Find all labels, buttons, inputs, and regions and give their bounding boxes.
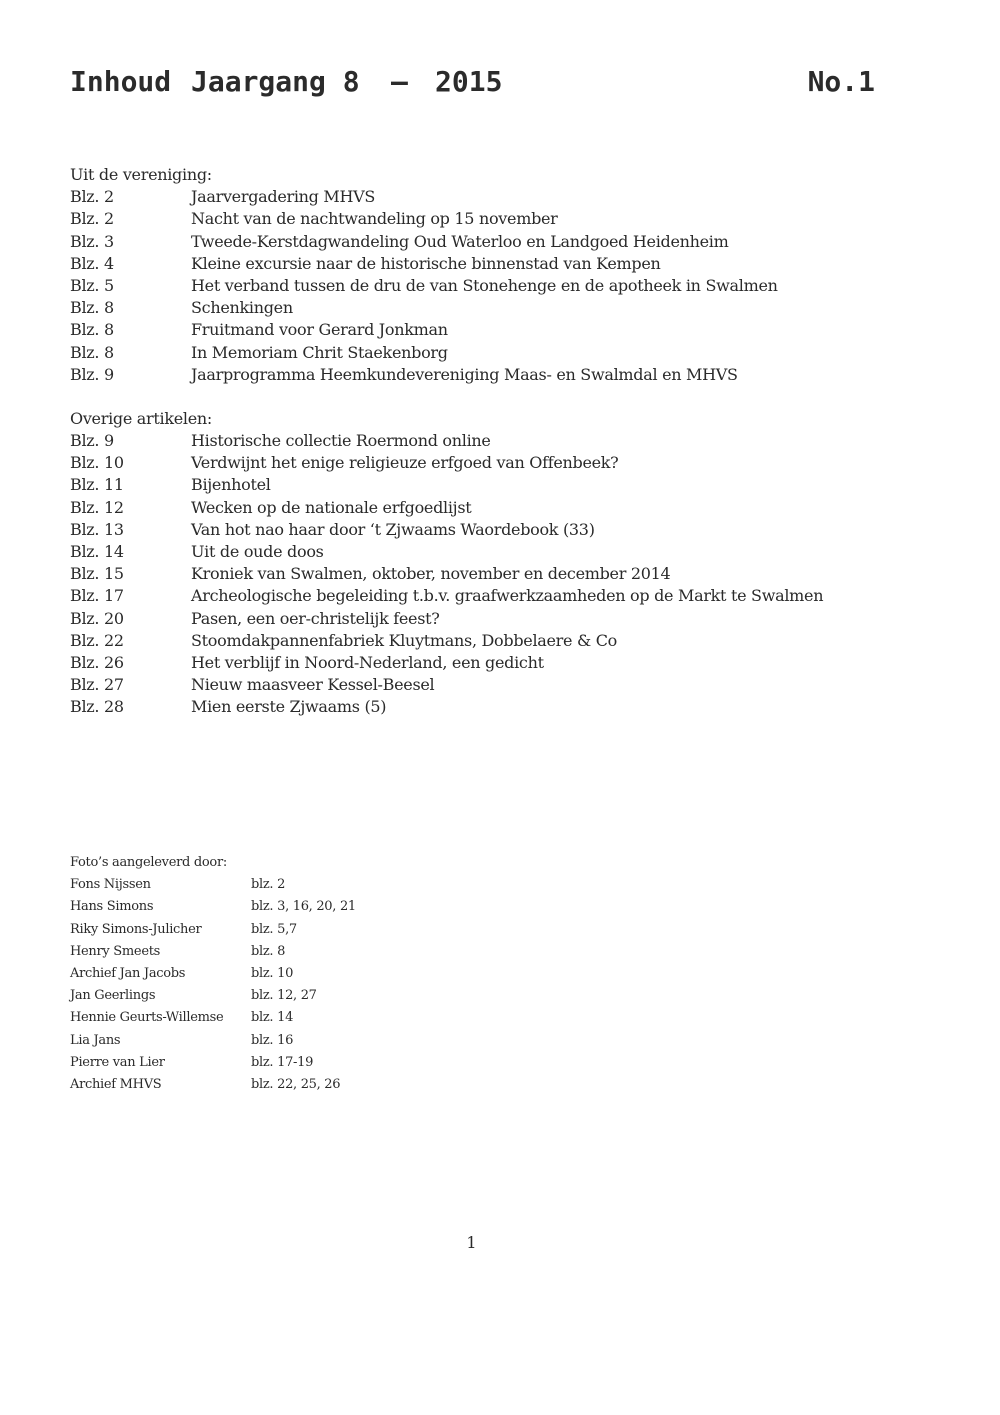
toc-page-ref: Blz. 28 (70, 697, 124, 717)
photo-pages: blz. 16 (251, 1032, 294, 1048)
header-dash: – (391, 65, 408, 98)
toc-entry (70, 630, 930, 652)
photographer-name: Riky Simons-Julicher (70, 921, 202, 937)
toc-entry (70, 674, 930, 696)
photographer-name: Pierre van Lier (70, 1054, 165, 1070)
toc-page-ref: Blz. 9 (70, 431, 114, 451)
toc-entry (70, 452, 930, 474)
toc-article-title: Jaarvergadering MHVS (191, 187, 376, 207)
toc-entry (70, 231, 930, 253)
photo-pages: blz. 22, 25, 26 (251, 1076, 341, 1092)
toc-article-title: Tweede-Kerstdagwandeling Oud Waterloo en Landgoed Heidenheim (191, 231, 729, 251)
toc-page-ref: Blz. 20 (70, 608, 124, 628)
toc-section (70, 164, 930, 386)
toc-article-title: Historische collectie Roermond online (191, 431, 491, 451)
toc-article-title: Schenkingen (191, 298, 293, 318)
toc-article-title: Verdwijnt het enige religieuze erfgoed van Offenbeek? (191, 453, 619, 473)
photo-pages: blz. 8 (251, 943, 286, 959)
header-issue-number: No.1 (807, 65, 875, 98)
toc-page-ref: Blz. 22 (70, 630, 124, 650)
toc-page-ref: Blz. 27 (70, 675, 124, 695)
toc-section (70, 408, 930, 719)
photographer-name: Henry Smeets (70, 943, 161, 959)
photo-credits-title: Foto’s aangeleverd door: (70, 855, 227, 870)
photographer-name: Jan Geerlings (70, 988, 156, 1004)
photographer-name: Hennie Geurts-Willemse (70, 1010, 224, 1026)
toc-page-ref: Blz. 15 (70, 564, 124, 584)
toc-page-ref: Blz. 14 (70, 542, 124, 561)
header-jaargang: Jaargang 8 (191, 65, 360, 98)
toc-article-title: Mien eerste Zjwaams (5) (191, 697, 387, 717)
toc-article-title: Nieuw maasveer Kessel-Beesel (191, 675, 435, 695)
photographer-name: Lia Jans (70, 1032, 121, 1048)
toc-article-title: Fruitmand voor Gerard Jonkman (191, 320, 448, 340)
toc-entry (70, 608, 930, 630)
toc-entry (70, 319, 930, 341)
photo-credit-row (70, 985, 470, 1007)
toc-entry (70, 652, 930, 674)
toc-entry (70, 253, 930, 275)
toc-page-ref: Blz. 10 (70, 453, 124, 473)
toc-page-ref: Blz. 3 (70, 231, 114, 251)
section-title: Overige artikelen: (70, 408, 212, 428)
photo-credit-row (70, 941, 470, 963)
toc-entry (70, 519, 930, 541)
photo-pages: blz. 12, 27 (251, 988, 317, 1004)
photo-credit-row (70, 874, 470, 896)
toc-page-ref: Blz. 11 (70, 475, 124, 495)
photo-credit-row (70, 896, 470, 918)
page-number: 1 (466, 1233, 477, 1252)
toc-article-title: Pasen, een oer-christelijk feest? (191, 608, 440, 628)
toc-article-title: Uit de oude doos (191, 542, 324, 561)
photographer-name: Hans Simons (70, 899, 154, 915)
toc-article-title: Jaarprogramma Heemkundevereniging Maas- en Swalmdal en MHVS (191, 364, 738, 384)
toc-entry (70, 474, 930, 496)
toc-article-title: Kleine excursie naar de historische binnenstad van Kempen (191, 253, 661, 273)
toc-page-ref: Blz. 8 (70, 298, 114, 318)
photo-pages: blz. 14 (251, 1010, 294, 1026)
toc-entry (70, 497, 930, 519)
table-of-contents (70, 164, 930, 741)
section-title: Uit de vereniging: (70, 165, 212, 184)
toc-page-ref: Blz. 8 (70, 320, 114, 340)
toc-entry (70, 275, 930, 297)
photo-pages: blz. 3, 16, 20, 21 (251, 899, 356, 915)
toc-article-title: Stoomdakpannenfabriek Kluytmans, Dobbelaere & Co (191, 630, 617, 650)
toc-page-ref: Blz. 17 (70, 586, 124, 606)
toc-entry (70, 186, 930, 208)
toc-page-ref: Blz. 5 (70, 275, 114, 295)
photo-credit-row (70, 1074, 470, 1096)
toc-entry (70, 430, 930, 452)
toc-page-ref: Blz. 2 (70, 209, 114, 229)
photo-credit-row (70, 1052, 470, 1074)
toc-page-ref: Blz. 4 (70, 253, 114, 273)
toc-article-title: Kroniek van Swalmen, oktober, november en december 2014 (191, 564, 671, 584)
toc-entry (70, 696, 930, 718)
toc-entry (70, 297, 930, 319)
photo-credits (70, 852, 470, 1096)
toc-article-title: Het verblijf in Noord-Nederland, een gedicht (191, 652, 544, 672)
toc-article-title: In Memoriam Chrit Staekenborg (191, 342, 448, 362)
header-inhoud: Inhoud (70, 65, 172, 98)
photo-pages: blz. 10 (251, 965, 294, 981)
page-header (70, 64, 875, 104)
toc-page-ref: Blz. 2 (70, 187, 114, 207)
toc-page-ref: Blz. 8 (70, 342, 114, 362)
photo-credit-row (70, 963, 470, 985)
toc-article-title: Bijenhotel (191, 475, 271, 495)
photographer-name: Fons Nijssen (70, 877, 151, 893)
photo-pages: blz. 5,7 (251, 921, 297, 937)
toc-page-ref: Blz. 26 (70, 652, 124, 672)
toc-article-title: Nacht van de nachtwandeling op 15 november (191, 209, 558, 229)
toc-article-title: Archeologische begeleiding t.b.v. graafwerkzaamheden op de Markt te Swalmen (191, 586, 824, 606)
toc-entry (70, 563, 930, 585)
toc-page-ref: Blz. 12 (70, 497, 124, 517)
toc-page-ref: Blz. 9 (70, 364, 114, 384)
toc-page-ref: Blz. 13 (70, 519, 124, 539)
photo-credit-row (70, 1030, 470, 1052)
photo-pages: blz. 17-19 (251, 1054, 314, 1070)
toc-entry (70, 585, 930, 607)
header-year: 2015 (435, 65, 503, 98)
toc-entry (70, 208, 930, 230)
photo-credit-row (70, 1007, 470, 1029)
toc-article-title: Het verband tussen de dru de van Stonehenge en de apotheek in Swalmen (191, 275, 778, 295)
toc-article-title: Wecken op de nationale erfgoedlijst (191, 497, 472, 517)
photographer-name: Archief Jan Jacobs (70, 965, 186, 981)
toc-entry (70, 342, 930, 364)
toc-article-title: Van hot nao haar door ‘t Zjwaams Waordebook (33) (191, 519, 595, 539)
photo-credit-row (70, 919, 470, 941)
toc-entry (70, 541, 930, 563)
photographer-name: Archief MHVS (70, 1076, 162, 1092)
toc-entry (70, 364, 930, 386)
photo-pages: blz. 2 (251, 877, 286, 893)
